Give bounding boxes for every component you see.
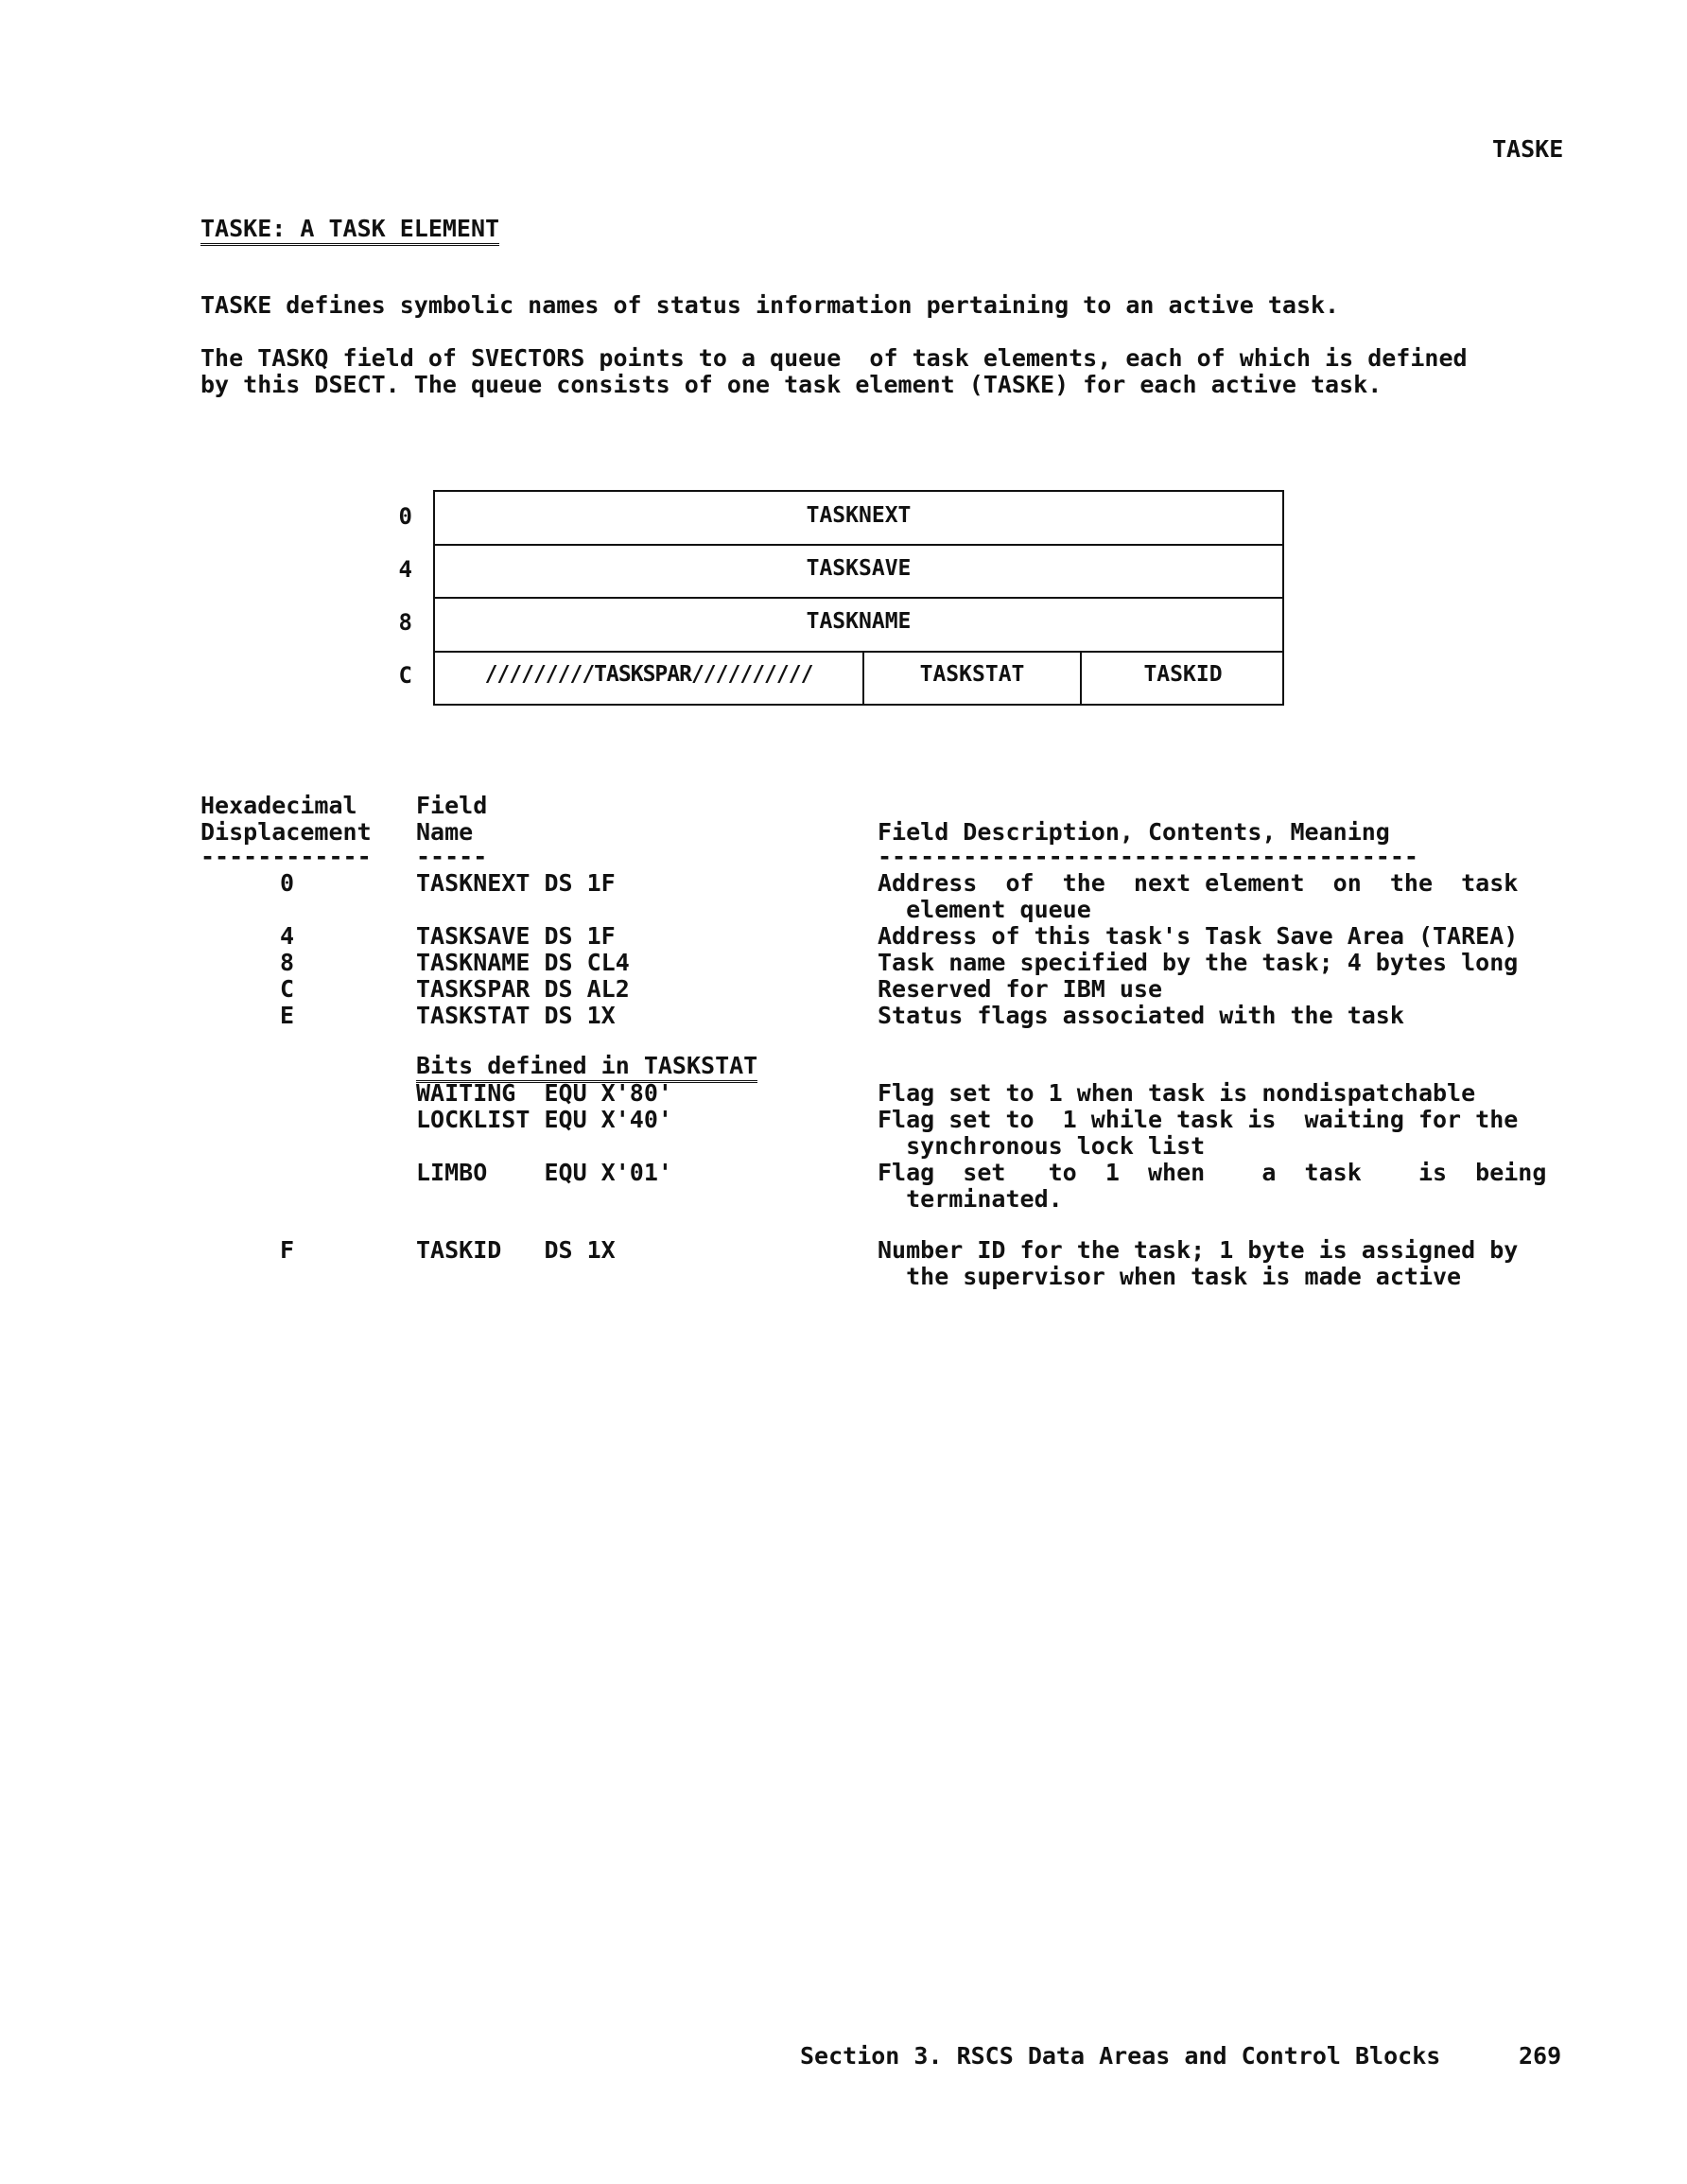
intro-line-3: by this DSECT. The queue consists of one task element (TASKE) for each active task. [200, 371, 1383, 398]
row-name: TASKID DS 1X [416, 1236, 616, 1264]
row-desc: Address of the next element on the task [878, 869, 1519, 897]
row-desc: Task name specified by the task; 4 bytes long [878, 949, 1519, 976]
field-tasksave: TASKSAVE [806, 556, 912, 581]
row-desc-cont: the supervisor when task is made active [878, 1263, 1462, 1290]
row-disp: 4 [280, 922, 295, 950]
bits-heading: Bits defined in TASKSTAT [416, 1053, 757, 1083]
header-name-rule: ----- [416, 843, 488, 870]
field-taskid: TASKID [1143, 662, 1223, 687]
field-taskstat: TASKSTAT [919, 662, 1025, 687]
row-divider [433, 651, 1284, 653]
row-name: TASKNEXT DS 1F [416, 869, 616, 897]
intro-line-1: TASKE defines symbolic names of status information pertaining to an active task. [200, 291, 1340, 319]
row-disp: E [280, 1002, 295, 1029]
header-name-2: Name [416, 818, 474, 846]
header-desc-rule: -------------------------------------- [878, 843, 1418, 870]
bit-name: LIMBO EQU X'01' [416, 1159, 672, 1186]
offset-label: 8 [398, 609, 412, 636]
row-desc: Address of this task's Task Save Area (TAREA) [878, 922, 1519, 950]
header-desc: Field Description, Contents, Meaning [878, 818, 1390, 846]
row-name: TASKSPAR DS AL2 [416, 975, 630, 1003]
header-disp-2: Displacement [200, 818, 372, 846]
row-disp: F [280, 1236, 295, 1264]
offset-label: 0 [398, 503, 412, 530]
task-element-diagram [398, 490, 1284, 708]
bit-desc-cont: synchronous lock list [878, 1132, 1206, 1160]
offset-label: C [398, 662, 412, 689]
field-tasknext: TASKNEXT [806, 503, 912, 528]
row-divider [433, 597, 1284, 599]
row-name: TASKSTAT DS 1X [416, 1002, 616, 1029]
bit-name: LOCKLIST EQU X'40' [416, 1106, 672, 1133]
page-title: TASKE: A TASK ELEMENT [200, 216, 499, 246]
row-desc-cont: element queue [878, 896, 1091, 923]
bit-desc: Flag set to 1 when task is nondispatchable [878, 1079, 1476, 1107]
row-desc: Status flags associated with the task [878, 1002, 1404, 1029]
running-head: TASKE [1492, 135, 1564, 163]
row-name: TASKNAME DS CL4 [416, 949, 630, 976]
row-disp: 0 [280, 869, 295, 897]
header-disp-1: Hexadecimal [200, 792, 357, 819]
row-desc: Reserved for IBM use [878, 975, 1163, 1003]
footer-section: Section 3. RSCS Data Areas and Control Blocks [800, 2042, 1441, 2070]
offset-label: 4 [398, 556, 412, 583]
row-name: TASKSAVE DS 1F [416, 922, 616, 950]
header-name-1: Field [416, 792, 488, 819]
row-desc: Number ID for the task; 1 byte is assigned by [878, 1236, 1519, 1264]
row-disp: 8 [280, 949, 295, 976]
bit-desc-cont: terminated. [878, 1185, 1063, 1213]
field-taskname: TASKNAME [806, 609, 912, 634]
bit-name: WAITING EQU X'80' [416, 1079, 672, 1107]
row-divider [433, 544, 1284, 546]
header-disp-rule: ------------ [200, 843, 372, 870]
field-taskspar: /////////TASKSPAR////////// [484, 662, 813, 687]
row-disp: C [280, 975, 295, 1003]
page-number: 269 [1519, 2042, 1562, 2070]
bit-desc: Flag set to 1 when a task is being [878, 1159, 1547, 1186]
bit-desc: Flag set to 1 while task is waiting for the [878, 1106, 1519, 1133]
intro-line-2: The TASKQ field of SVECTORS points to a queue of task elements, each of which is defined [200, 344, 1468, 372]
